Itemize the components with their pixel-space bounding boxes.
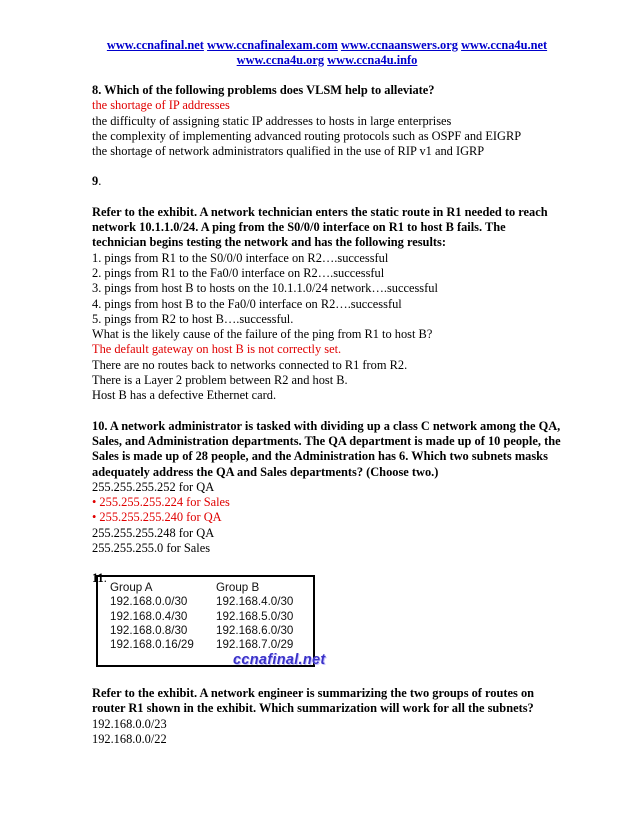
route-entry: 192.168.0.16/29 (110, 638, 194, 652)
test-result: 2. pings from R1 to the Fa0/0 interface on R2….successful (92, 265, 385, 280)
route-entry: 192.168.5.0/30 (216, 609, 294, 623)
question-9-text: Refer to the exhibit. A network technician enters the static route in R1 needed to reach network 10.1.1.0/24. A ping from the S0/0/0 interface on R1 to host B fails. The technician begins testing the network and has the following results: (92, 204, 548, 250)
question-number: 9 (92, 174, 99, 189)
question-11-body (92, 686, 562, 747)
route-entry: 192.168.0.8/30 (110, 623, 188, 637)
test-result: 5. pings from R2 to host B….successful. (92, 311, 294, 326)
link-ccna4u-net[interactable]: www.ccna4u.net (461, 38, 548, 52)
route-entry: 192.168.7.0/29 (216, 638, 294, 652)
header-links (92, 38, 562, 68)
question-9: 9. Refer to the exhibit. A network technician enters the static route in R1 needed to reach network 10.1.1.0/24. A ping from the S0/0/0 interface on R1 to host B fails. The technician begins testing the network and has the following results: 1. pings from R1 to the S0/0/0 interface on R2….successful 2. pings from R1 to the Fa0/0 interface on R2….successful 3. pings from host B to hosts on the 10.1.1.0/24 network….successful 4. pings from host B to the Fa0/0 interface on R2….successful 5. pings from R2 to host B….successful. What is the likely cause of the failure of the ping from R1 to host B? The default gateway on host B is not correctly set. There are no routes back to networks connected to R1 from R2. There is a Layer 2 problem between R2 and host B. Host B has a defective Ethernet card. (92, 174, 562, 403)
answer-option: 192.168.0.0/22 (92, 731, 167, 746)
test-result: 1. pings from R1 to the S0/0/0 interface on R2….successful (92, 250, 389, 265)
answer-option: 192.168.0.0/23 (92, 716, 167, 731)
question-8-text: 8. Which of the following problems does VLSM help to alleviate? (92, 83, 435, 97)
test-result: 3. pings from host B to hosts on the 10.1.1.0/24 network….successful (92, 281, 438, 296)
question-10-text: 10. A network administrator is tasked with dividing up a class C network among the QA, Sales, and Administration departments. The QA department is made up of 10 people, the Sales is made up of 28 people, and the Administration has 6. Which two subnets masks adequately address the QA and Sales departments? (Choose two.) (92, 418, 561, 479)
document-page (92, 38, 562, 587)
route-entry: 192.168.0.4/30 (110, 609, 188, 623)
answer-option-correct: the shortage of IP addresses (92, 98, 230, 113)
question-8 (92, 83, 562, 159)
link-ccnaanswers-org[interactable]: www.ccnaanswers.org (340, 38, 458, 52)
group-b-column (216, 581, 293, 652)
group-a-title: Group A (110, 581, 153, 594)
answer-option: the shortage of network administrators qualified in the use of RIP v1 and IGRP (92, 144, 485, 159)
answer-option-correct: The default gateway on host B is not correctly set. (92, 342, 342, 357)
test-result: 4. pings from host B to the Fa0/0 interface on R2….successful (92, 296, 402, 311)
question-number: 11 (92, 571, 104, 586)
link-ccna4u-info[interactable]: www.ccna4u.info (327, 53, 418, 67)
answer-option: There are no routes back to networks connected to R1 from R2. (92, 357, 408, 372)
question-9-prompt: What is the likely cause of the failure of the ping from R1 to host B? (92, 327, 433, 342)
answer-option-correct: • 255.255.255.240 for QA (92, 510, 222, 525)
link-ccna4u-org[interactable]: www.ccna4u.org (236, 53, 325, 67)
link-ccnafinal-net[interactable]: www.ccnafinal.net (106, 38, 204, 52)
route-entry: 192.168.6.0/30 (216, 623, 294, 637)
link-ccnafinalexam-com[interactable]: www.ccnafinalexam.com (207, 38, 338, 52)
answer-option: 255.255.255.248 for QA (92, 525, 215, 540)
question-number: 10 (92, 418, 105, 433)
route-entry: 192.168.0.0/30 (110, 595, 188, 609)
question-11: 11. (92, 571, 107, 586)
question-11-text: Refer to the exhibit. A network engineer is summarizing the two groups of routes on router R1 shown in the exhibit. Which summarization will work for all the subnets? (92, 686, 535, 716)
question-number: 8 (92, 83, 99, 97)
watermark-logo: ccnafinal.net (233, 652, 326, 668)
answer-option: There is a Layer 2 problem between R2 and host B. (92, 373, 348, 388)
answer-option: 255.255.255.0 for Sales (92, 541, 211, 556)
answer-option: Host B has a defective Ethernet card. (92, 388, 277, 403)
answer-option-correct: • 255.255.255.224 for Sales (92, 495, 230, 510)
answer-option: the complexity of implementing advanced routing protocols such as OSPF and EIGRP (92, 128, 522, 143)
answer-option: the difficulty of assigning static IP addresses to hosts in large enterprises (92, 113, 452, 128)
group-b-title: Group B (216, 581, 260, 594)
answer-option: 255.255.255.252 for QA (92, 479, 215, 494)
route-entry: 192.168.4.0/30 (216, 595, 294, 609)
group-a-column (110, 581, 194, 652)
question-10 (92, 419, 562, 557)
